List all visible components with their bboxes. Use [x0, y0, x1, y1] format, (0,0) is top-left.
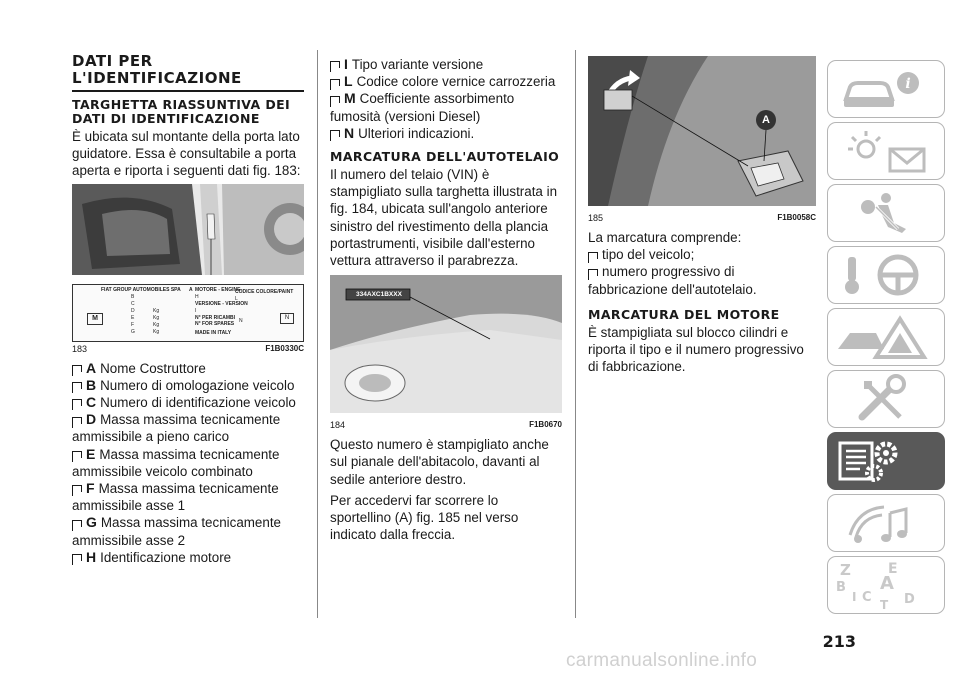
page-number: 213	[822, 632, 856, 651]
bullet-icon	[72, 417, 82, 424]
list-item	[588, 263, 816, 297]
item-letter: D	[86, 411, 97, 428]
plate-spares: N° PER RICAMBI N° FOR SPARES	[195, 314, 236, 327]
bullet-icon	[72, 485, 82, 492]
marking-list	[588, 246, 816, 298]
column-divider-1	[317, 50, 318, 618]
title-rule	[72, 90, 304, 92]
bullet-icon	[72, 520, 82, 527]
plate-letter-h: H	[195, 293, 199, 300]
list-item	[330, 56, 562, 73]
plate-letter-n-label: N	[239, 317, 243, 324]
item-text: Coefficiente assorbimento fumosità (versioni Diesel)	[330, 91, 515, 124]
tab-index[interactable]	[827, 556, 945, 614]
figure-caption	[588, 213, 816, 223]
column-divider-2	[575, 50, 576, 618]
plate-box-n: N	[280, 313, 294, 324]
plate-letter-e: E	[131, 314, 135, 321]
item-letter: F	[86, 480, 95, 497]
figure-caption	[72, 344, 304, 354]
bullet-icon	[72, 399, 82, 406]
plate-header: FIAT GROUP AUTOMOBILES SPA	[101, 286, 181, 293]
marker-a: A	[762, 114, 770, 126]
item-letter: L	[344, 73, 353, 90]
column-3	[588, 56, 816, 379]
item-letter: A	[86, 359, 97, 376]
bullet-icon	[72, 451, 82, 458]
bullet-icon	[588, 269, 598, 276]
door-pillar-illustration	[72, 184, 304, 275]
bullet-icon	[330, 79, 340, 86]
index-letter-i: I	[852, 590, 857, 604]
list-item	[588, 246, 816, 263]
plate-letter-i: I	[195, 307, 197, 314]
plate-legend-list	[72, 360, 304, 566]
tab-safety[interactable]	[827, 184, 945, 242]
index-letters-icon	[828, 557, 944, 613]
plate-kg-d: Kg	[153, 307, 160, 314]
plate-letter-l: L	[235, 295, 238, 302]
figure-code: F1B0058C	[777, 213, 816, 222]
floor-flap-illustration	[588, 56, 816, 206]
item-text: Massa massima tecnicamente ammissibile asse 1	[72, 481, 279, 514]
section-title: DATI PER L'IDENTIFICAZIONE	[72, 52, 242, 87]
technical-data-gears-icon	[828, 433, 944, 489]
bullet-icon	[588, 252, 598, 259]
bullet-icon	[72, 382, 82, 389]
warning-lights-icon	[828, 123, 944, 179]
list-item	[72, 411, 304, 445]
list-item	[330, 125, 562, 142]
plate-kg-f: Kg	[153, 321, 160, 328]
list-item	[72, 549, 304, 566]
list-item	[72, 360, 304, 377]
item-text: Codice colore vernice carrozzeria	[356, 74, 556, 90]
figure-183	[72, 184, 304, 354]
tab-technical-data[interactable]	[827, 432, 945, 490]
item-text: Identificazione motore	[100, 549, 232, 565]
figure-code: F1B0330C	[265, 343, 304, 353]
item-text: numero progressivo di fabbricazione dell'autotelaio.	[588, 264, 757, 297]
marking-intro: La marcatura comprende:	[588, 230, 742, 245]
item-text: Ulteriori indicazioni.	[358, 125, 475, 141]
index-letter-b: B	[836, 580, 846, 595]
figure-number: 185	[588, 213, 604, 223]
item-text: tipo del veicolo;	[602, 247, 695, 263]
vin-plate-label: 334AXC1BXXX	[356, 291, 402, 299]
multimedia-music-icon	[828, 495, 944, 551]
item-letter: C	[86, 394, 97, 411]
index-letter-e: E	[888, 561, 898, 577]
item-text: Massa massima tecnicamente ammissibile asse 2	[72, 515, 281, 548]
plate-letter-a: A	[189, 286, 193, 293]
column-1	[72, 50, 304, 566]
list-item	[72, 446, 304, 480]
item-text: Tipo variante versione	[351, 57, 484, 72]
item-letter: E	[86, 445, 96, 462]
airbag-safety-icon	[828, 185, 944, 241]
bullet-icon	[72, 554, 82, 561]
svg-text:i: i	[905, 76, 911, 92]
item-letter: G	[86, 514, 97, 531]
item-text: Nome Costruttore	[100, 360, 206, 376]
tab-warning-lights[interactable]	[827, 122, 945, 180]
vin-paragraph: Il numero del telaio (VIN) è stampigliato sulla targhetta illustrata in fig. 184, ubicata sull'angolo anteriore sinistro del rivestimento della plancia portastrumenti, visibile dall'esterno vettura attraverso il parabrezza.	[330, 167, 558, 269]
key-steering-icon	[828, 247, 944, 303]
plate-letter-f: F	[131, 321, 135, 328]
plate-made: MADE IN ITALY	[195, 329, 232, 336]
tab-car-info[interactable]	[827, 60, 945, 118]
item-text: Numero di omologazione veicolo	[100, 377, 295, 393]
bullet-icon	[330, 130, 340, 137]
plate-version: VERSIONE - VERSION	[195, 300, 248, 307]
wrench-maintenance-icon	[828, 371, 944, 427]
subsection-title: MARCATURA DEL MOTORE	[588, 306, 780, 322]
figure-caption	[330, 420, 562, 430]
tab-maintenance[interactable]	[827, 370, 945, 428]
item-letter: N	[344, 124, 355, 141]
list-item	[72, 377, 304, 394]
floor-paragraph: Questo numero è stampigliato anche sul pianale dell'abitacolo, davanti al sedile anteriore destro.	[330, 437, 549, 487]
tab-multimedia[interactable]	[827, 494, 945, 552]
intro-paragraph: È ubicata sul montante della porta lato guidatore. Essa è consultabile a porta aperta e riporta i seguenti dati fig. 183:	[72, 129, 301, 179]
bullet-icon	[72, 365, 82, 372]
item-letter: I	[344, 56, 348, 72]
list-item	[72, 394, 304, 411]
subsection-title: TARGHETTA RIASSUNTIVA DEI DATI DI IDENTIFICAZIONE	[72, 97, 291, 126]
access-paragraph: Per accedervi far scorrere lo sportellino (A) fig. 185 nel verso indicato dalla freccia.	[330, 492, 519, 543]
item-text: Massa massima tecnicamente ammissibile a pieno carico	[72, 412, 281, 445]
index-letter-t: T	[880, 598, 889, 612]
bullet-icon	[330, 61, 340, 68]
plate-kg-e: Kg	[153, 314, 160, 321]
tab-emergency[interactable]	[827, 308, 945, 366]
breakdown-triangle-icon	[828, 309, 944, 365]
figure-184	[330, 275, 562, 430]
bullet-icon	[330, 96, 340, 103]
item-letter: H	[86, 548, 97, 565]
identification-plate	[72, 284, 304, 342]
figure-number: 184	[330, 420, 346, 431]
plate-box-m: M	[87, 313, 103, 325]
subsection-title: MARCATURA DELL'AUTOTELAIO	[330, 149, 560, 165]
plate-legend-list-continued	[330, 56, 562, 142]
plate-colour: CODICE COLORE/PAINT	[235, 288, 294, 295]
plate-letter-d: D	[131, 307, 135, 314]
list-item	[330, 73, 562, 90]
item-letter: B	[86, 376, 97, 393]
item-text: Numero di identificazione veicolo	[100, 395, 296, 411]
list-item	[72, 514, 304, 548]
watermark: carmanualsonline.info	[566, 650, 758, 671]
plate-letter-g: G	[131, 328, 135, 335]
engine-paragraph: È stampigliata sul blocco cilindri e riporta il tipo e il numero progressivo di fabbricazione.	[588, 324, 804, 375]
plate-engine: MOTORE - ENGINE	[195, 286, 241, 293]
column-2	[330, 56, 562, 547]
index-letter-a: A	[880, 573, 894, 594]
plate-kg-g: Kg	[153, 328, 160, 335]
plate-letter-b: B	[131, 293, 135, 300]
plate-letter-c: C	[131, 300, 135, 307]
list-item	[72, 480, 304, 514]
tab-starting-driving[interactable]	[827, 246, 945, 304]
figure-185	[588, 56, 816, 223]
item-letter: M	[344, 90, 356, 107]
figure-number: 183	[72, 343, 88, 354]
item-text: Massa massima tecnicamente ammissibile veicolo combinato	[72, 446, 280, 479]
list-item	[330, 90, 562, 124]
car-info-icon	[828, 61, 944, 117]
index-letter-c: C	[862, 590, 872, 605]
index-letter-d: D	[904, 592, 915, 607]
figure-code: F1B0670	[529, 420, 562, 430]
index-letter-z: Z	[840, 561, 851, 579]
